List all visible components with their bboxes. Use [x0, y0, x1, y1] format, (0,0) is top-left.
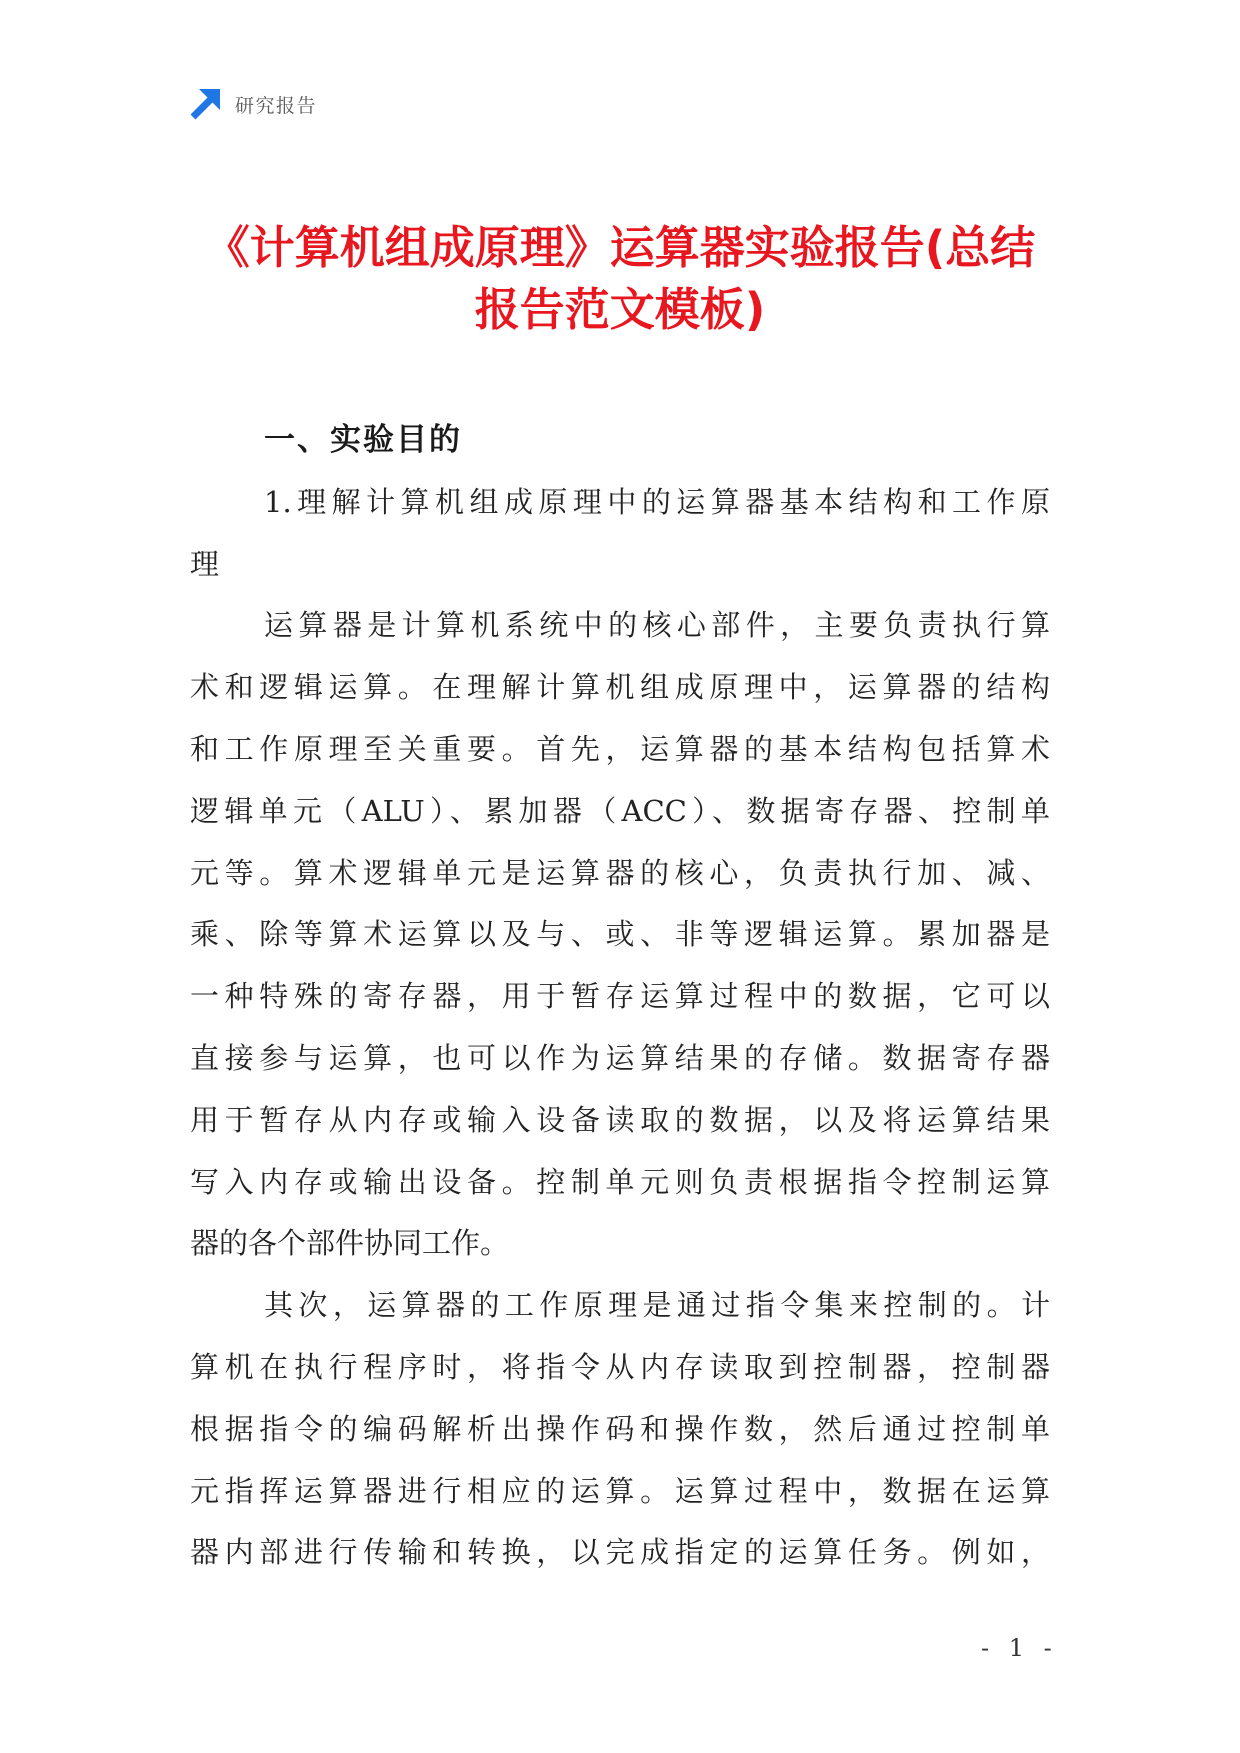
report-body — [190, 410, 1050, 1584]
section-heading: 一、实验目的 — [264, 422, 462, 458]
paragraph-line: 用于暂存从内存或输入设备读取的数据，以及将运算结果 — [190, 1102, 1050, 1137]
paragraph-line: 根据指令的编码解析出操作码和操作数，然后通过控制单 — [190, 1411, 1050, 1446]
paragraph-line: 和工作原理至关重要。首先，运算器的基本结构包括算术 — [190, 731, 1050, 766]
paragraph-line: 算机在执行程序时，将指令从内存读取到控制器，控制器 — [190, 1349, 1050, 1384]
paragraph-line: 术和逻辑运算。在理解计算机组成原理中，运算器的结构 — [190, 670, 1050, 705]
paragraph-line: 元指挥运算器进行相应的运算。运算过程中，数据在运算 — [190, 1473, 1050, 1508]
paragraph-line: 一种特殊的寄存器，用于暂存运算过程中的数据，它可以 — [190, 979, 1050, 1014]
objective-item — [190, 472, 1050, 596]
title-line: 报告范文模板) — [474, 283, 766, 336]
objective-item-line: 理 — [190, 546, 220, 581]
paragraph-line: 乘、除等算术运算以及与、或、非等逻辑运算。累加器是 — [190, 917, 1050, 952]
document-title — [190, 217, 1050, 341]
paragraph-line: 其次，运算器的工作原理是通过指令集来控制的。计 — [264, 1288, 1050, 1323]
paragraph — [190, 1275, 1050, 1584]
title-line: 《计算机组成原理》运算器实验报告(总结 — [204, 221, 1036, 274]
paragraph-line: 写入内存或输出设备。控制单元则负责根据指令控制运算 — [190, 1164, 1050, 1199]
paragraph — [190, 595, 1050, 1275]
arrow-up-right-icon — [190, 89, 220, 120]
objective-item-line: 1.理解计算机组成原理中的运算器基本结构和工作原 — [264, 484, 1050, 519]
paragraph-line: 逻辑单元（ALU）、累加器（ACC）、数据寄存器、控制单 — [190, 793, 1050, 828]
paragraph-line: 器的各个部件协同工作。 — [190, 1226, 510, 1261]
header-label: 研究报告 — [235, 95, 318, 117]
paragraph-line: 元等。算术逻辑单元是运算器的核心，负责执行加、减、 — [190, 855, 1050, 890]
logo-arrow-shaft — [193, 99, 211, 117]
paragraph-line: 运算器是计算机系统中的核心部件，主要负责执行算 — [264, 608, 1050, 643]
paragraph-line: 器内部进行传输和转换，以完成指定的运算任务。例如， — [190, 1535, 1050, 1570]
page-number: - 1 - — [981, 1634, 1058, 1662]
paragraph-line: 直接参与运算，也可以作为运算结果的存储。数据寄存器 — [190, 1040, 1050, 1075]
